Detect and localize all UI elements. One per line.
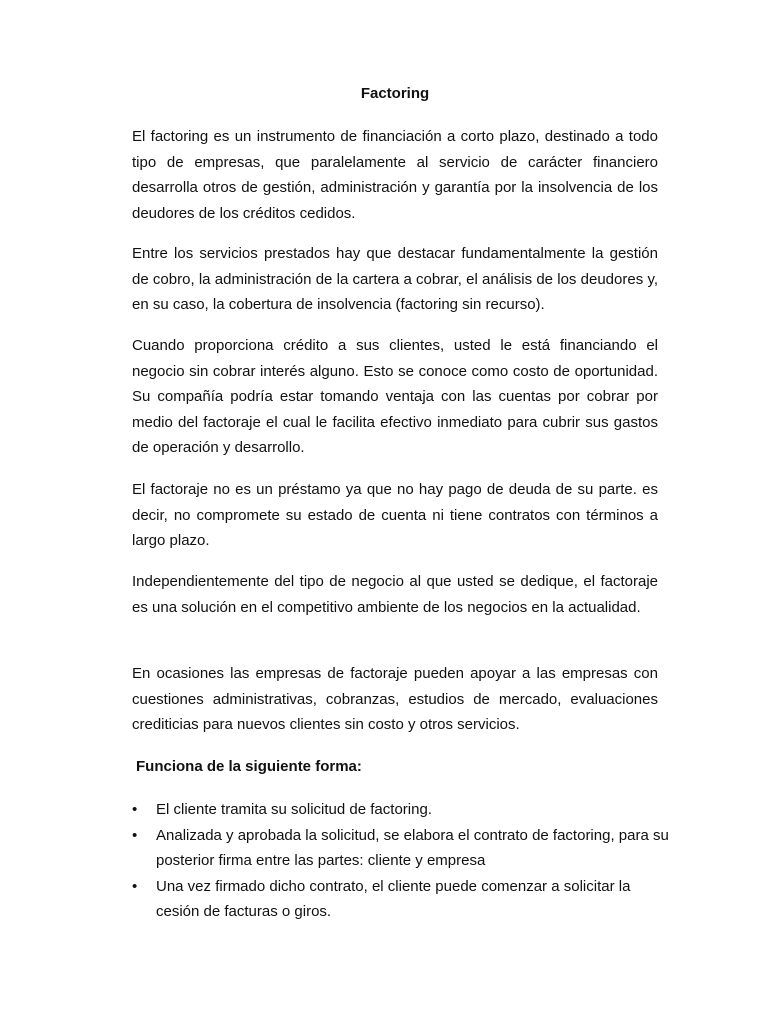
section-subheading: Funciona de la siguiente forma: — [136, 758, 362, 775]
list-item — [132, 823, 672, 874]
paragraph-solution: Independientemente del tipo de negocio al que usted se dedique, el factoraje es una solución en el competitivo ambiente de los negocios en la actualidad. — [132, 573, 658, 616]
bullet-icon: • — [132, 877, 138, 895]
list-item-text: Una vez firmado dicho contrato, el cliente puede comenzar a solicitar la cesión de facturas o giros. — [156, 877, 631, 921]
paragraph-services: Entre los servicios prestados hay que destacar fundamentalmente la gestión de cobro, la administración de la cartera a cobrar, el análisis de los deudores y, en su caso, la cobertura de insolvencia (factoring sin recurso). — [132, 245, 658, 314]
paragraph-credit: Cuando proporciona crédito a sus clientes, usted le está financiando el negocio sin cobrar interés alguno. Esto se conoce como costo de oportunidad. Su compañía podría estar tomando ventaja con las cuentas por cobrar por medio del factoraje el cual le facilita efectivo inmediato para cubrir sus gastos de operación y desarrollo. — [132, 337, 658, 457]
document-title: Factoring — [360, 85, 430, 102]
paragraph-definition: El factoring es un instrumento de financiación a corto plazo, destinado a todo tipo de empresas, que paralelamente al servicio de carácter financiero desarrolla otros de gestión, administración y garantía por la insolvencia de los deudores de los créditos cedidos. — [132, 128, 658, 222]
list-item-text: El cliente tramita su solicitud de factoring. — [156, 801, 432, 818]
paragraph-support: En ocasiones las empresas de factoraje pueden apoyar a las empresas con cuestiones administrativas, cobranzas, estudios de mercado, evaluaciones crediticias para nuevos clientes sin costo y otros servicios. — [132, 665, 658, 734]
bullet-icon: • — [132, 801, 138, 818]
list-item-text: Analizada y aprobada la solicitud, se elabora el contrato de factoring, para su posterior firma entre las partes: cliente y empresa — [156, 826, 669, 870]
steps-list — [132, 797, 672, 925]
paragraph-not-a-loan: El factoraje no es un préstamo ya que no hay pago de deuda de su parte. es decir, no compromete su estado de cuenta ni tiene contratos con términos a largo plazo. — [132, 481, 658, 550]
bullet-icon: • — [132, 826, 138, 844]
list-item — [132, 797, 672, 823]
list-item — [132, 874, 672, 925]
